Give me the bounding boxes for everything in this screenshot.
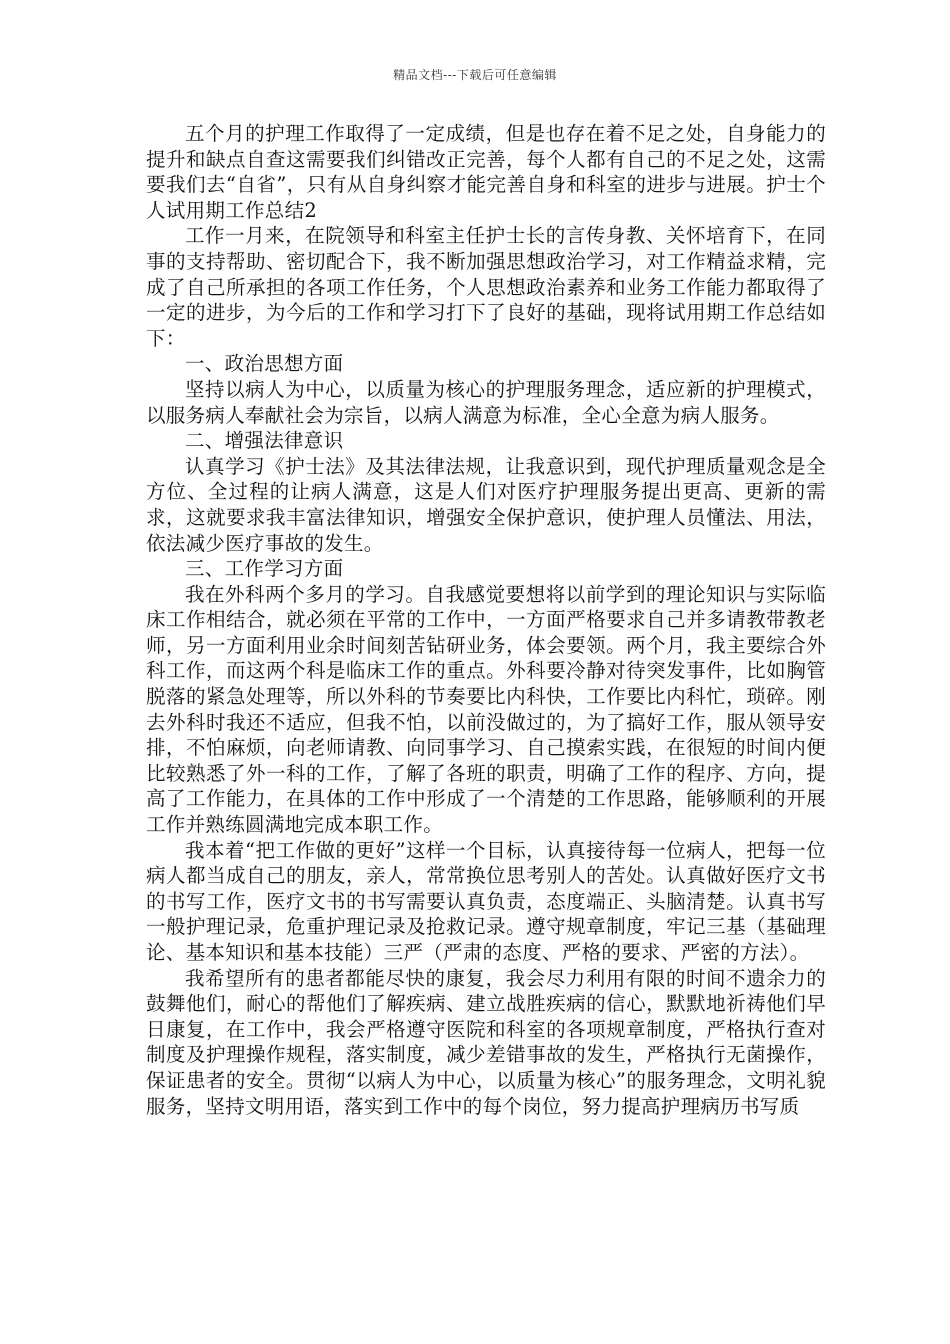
paragraph: 我本着“把工作做的更好”这样一个目标，认真接待每一位病人，把每一位病人都当成自己的朋友，亲人，常常换位思考别人的苦处。认真做好医疗文书的书写工作，医疗文书的书写需要认真负责，态度端正、头脑清楚。认真书写一般护理记录，危重护理记录及抢救记录。遵守规章制度，牢记三基（基础理论、基本知识和基本技能）三严（严肃的态度、严格的要求、严密的方法）。 [146, 838, 826, 964]
paragraph: 我希望所有的患者都能尽快的康复，我会尽力利用有限的时间不遗余力的鼓舞他们，耐心的帮他们了解疾病、建立战胜疾病的信心，默默地祈祷他们早日康复，在工作中，我会严格遵守医院和科室的各项规章制度，严格执行查对制度及护理操作规程，落实制度，减少差错事故的发生，严格执行无菌操作，保证患者的安全。贯彻“以病人为中心，以质量为核心”的服务理念，文明礼貌服务，坚持文明用语，落实到工作中的每个岗位，努力提高护理病历书写质 [146, 966, 826, 1118]
section-heading: 一、政治思想方面 [185, 352, 344, 376]
paragraph: 工作一月来，在院领导和科室主任护士长的言传身教、关怀培育下，在同事的支持帮助、密切配合下，我不断加强思想政治学习，对工作精益求精，完成了自己所承担的各项工作任务，个人思想政治素养和业务工作能力都取得了一定的进步，为今后的工作和学习打下了良好的基础，现将试用期工作总结如下： [146, 224, 826, 350]
paragraph: 五个月的护理工作取得了一定成绩，但是也存在着不足之处，自身能力的提升和缺点自查这需要我们纠错改正完善，每个人都有自己的不足之处，这需要我们去“自省”，只有从自身纠察才能完善自身和科室的进步与进展。护士个人试用期工作总结2 [146, 122, 826, 222]
paragraph: 我在外科两个多月的学习。自我感觉要想将以前学到的理论知识与实际临床工作相结合，就必须在平常的工作中，一方面严格要求自己并多请教带教老师，另一方面利用业余时间刻苦钻研业务，体会要领。两个月，我主要综合外科工作，而这两个科是临床工作的重点。外科要冷静对待突发事件，比如胸管脱落的紧急处理等，所以外科的节奏要比内科快，工作要比内科忙，琐碎。刚去外科时我还不适应，但我不怕，以前没做过的，为了搞好工作，服从领导安排，不怕麻烦，向老师请教、向同事学习、自己摸索实践，在很短的时间内便比较熟悉了外一科的工作，了解了各班的职责，明确了工作的程序、方向，提高了工作能力，在具体的工作中形成了一个清楚的工作思路，能够顺利的开展工作并熟练圆满地完成本职工作。 [146, 582, 826, 837]
paragraph: 坚持以病人为中心，以质量为核心的护理服务理念，适应新的护理模式，以服务病人奉献社会为宗旨，以病人满意为标准，全心全意为病人服务。 [146, 377, 826, 427]
paragraph: 认真学习《护士法》及其法律法规，让我意识到，现代护理质量观念是全方位、全过程的让病人满意，这是人们对医疗护理服务提出更高、更新的需求，这就要求我丰富法律知识，增强安全保护意识，使护理人员懂法、用法，依法减少医疗事故的发生。 [146, 454, 826, 555]
page-header: 精品文档---下载后可任意编辑 [393, 68, 557, 82]
document-body [146, 121, 826, 1119]
section-heading: 三、工作学习方面 [185, 557, 344, 581]
section-heading: 二、增强法律意识 [185, 429, 344, 453]
